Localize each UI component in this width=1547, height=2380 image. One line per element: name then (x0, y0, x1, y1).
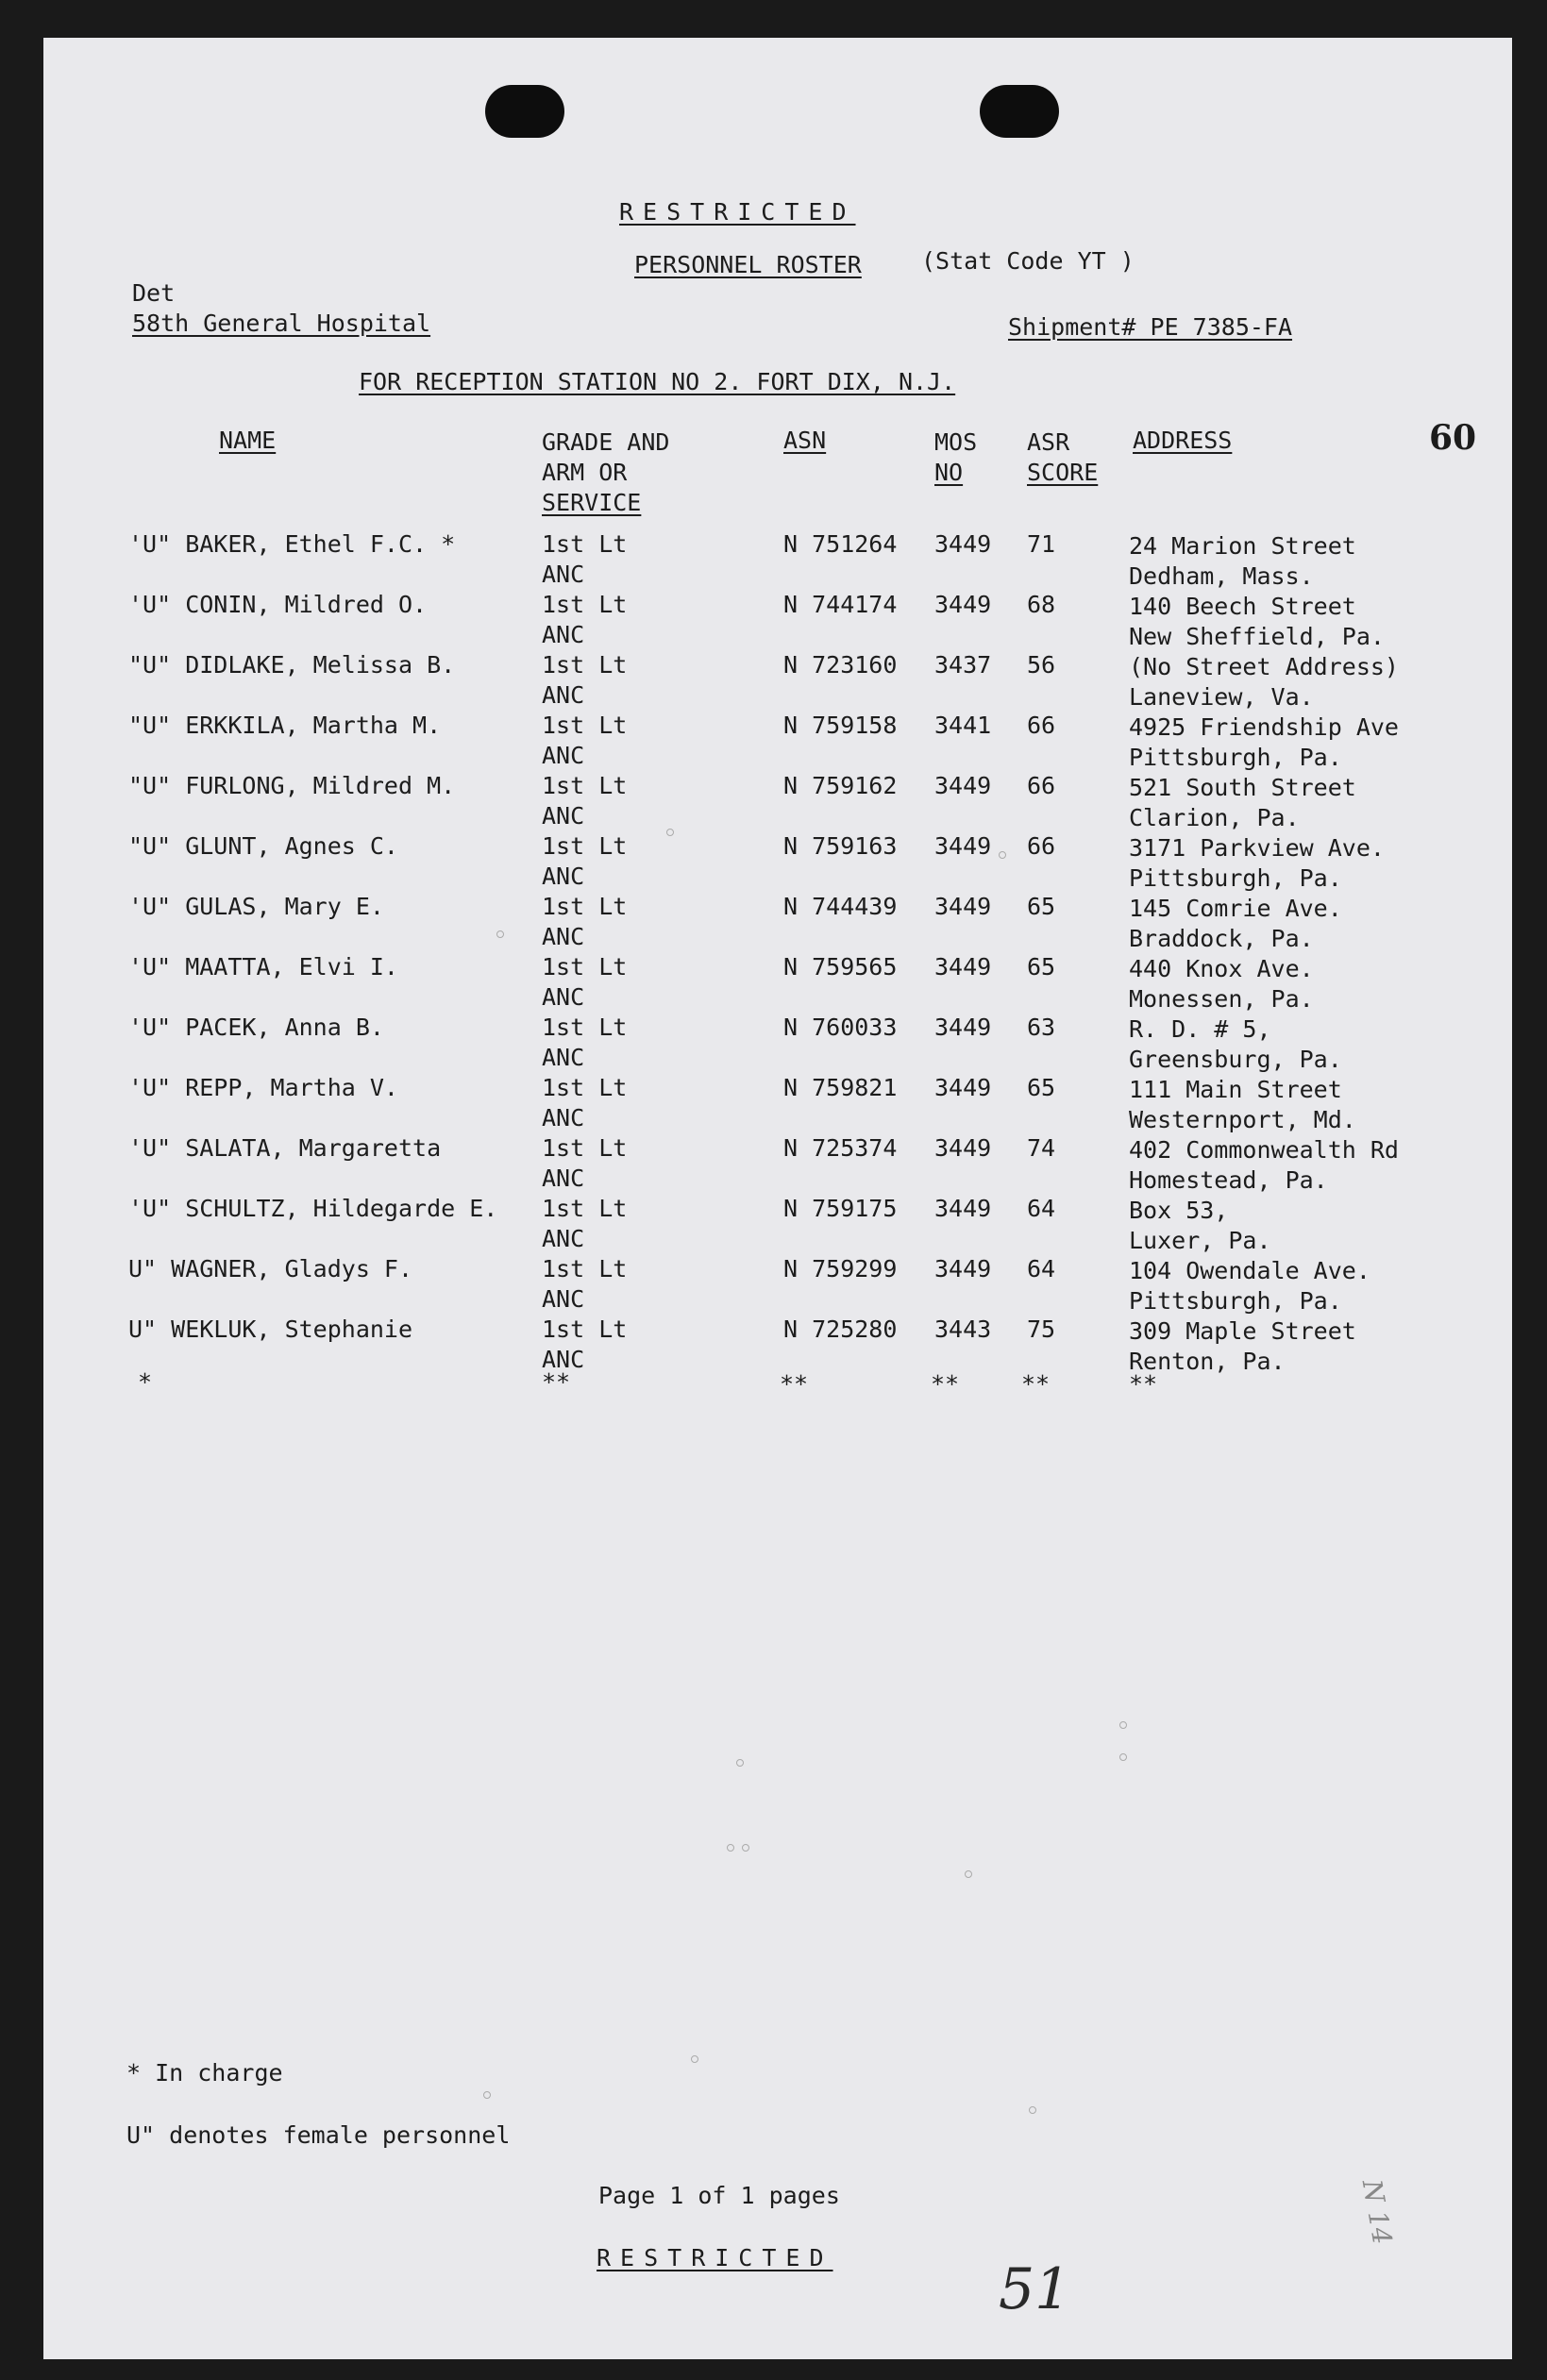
row-asn: N 725280 (783, 1316, 898, 1343)
page-count: Page 1 of 1 pages (598, 2182, 840, 2209)
row-name: 'U" SCHULTZ, Hildegarde E. (128, 1195, 498, 1222)
scan-speck (727, 1844, 734, 1852)
row-grade: 1st Lt (542, 712, 628, 739)
col-header-name: NAME (219, 427, 277, 454)
col-header-address: ADDRESS (1133, 427, 1233, 454)
row-mos: 3449 (934, 1134, 992, 1162)
row-asr: 65 (1027, 893, 1056, 920)
row-address-2: Pittsburgh, Pa. (1129, 864, 1342, 892)
table-row (0, 593, 1547, 653)
shipment-number: Shipment# PE 7385-FA (1008, 313, 1293, 341)
row-grade: 1st Lt (542, 651, 628, 679)
row-asn: N 759299 (783, 1255, 898, 1282)
row-asr: 64 (1027, 1255, 1056, 1282)
row-mos: 3449 (934, 1255, 992, 1282)
table-row (0, 774, 1547, 834)
row-asn: N 744174 (783, 591, 898, 618)
table-row (0, 532, 1547, 593)
row-grade: 1st Lt (542, 772, 628, 799)
row-asn: N 759158 (783, 712, 898, 739)
row-asr: 64 (1027, 1195, 1056, 1222)
row-asr: 66 (1027, 772, 1056, 799)
end-mark-asr: ** (1021, 1370, 1051, 1398)
row-name: "U" DIDLAKE, Melissa B. (128, 651, 456, 679)
row-mos: 3449 (934, 893, 992, 920)
restricted-header: RESTRICTED (619, 198, 856, 226)
row-service: ANC (542, 1104, 585, 1131)
table-row (0, 713, 1547, 774)
row-grade: 1st Lt (542, 953, 628, 980)
roster-title: PERSONNEL ROSTER (634, 251, 862, 278)
row-name: 'U" BAKER, Ethel F.C. * (128, 530, 456, 558)
row-service: ANC (542, 561, 585, 588)
col-header-asn: ASN (783, 427, 827, 454)
col-header-grade-2: ARM OR (542, 459, 628, 486)
table-row (0, 1015, 1547, 1076)
row-address-2: Pittsburgh, Pa. (1129, 744, 1342, 771)
scan-speck (736, 1759, 744, 1767)
row-asr: 66 (1027, 712, 1056, 739)
row-asr: 74 (1027, 1134, 1056, 1162)
row-mos: 3449 (934, 1195, 992, 1222)
row-mos: 3443 (934, 1316, 992, 1343)
row-address-2: Monessen, Pa. (1129, 985, 1314, 1013)
row-address-2: Homestead, Pa. (1129, 1166, 1328, 1194)
row-asn: N 759175 (783, 1195, 898, 1222)
row-address-2: Renton, Pa. (1129, 1348, 1286, 1375)
row-address-2: Westernport, Md. (1129, 1106, 1356, 1133)
end-mark-address: ** (1129, 1370, 1158, 1398)
row-service: ANC (542, 1165, 585, 1192)
row-address-1: R. D. # 5, (1129, 1015, 1271, 1043)
row-address-2: Dedham, Mass. (1129, 562, 1314, 590)
row-address-1: 104 Owendale Ave. (1129, 1257, 1370, 1284)
row-asn: N 759162 (783, 772, 898, 799)
row-service: ANC (542, 1285, 585, 1313)
row-service: ANC (542, 621, 585, 648)
row-address-1: 440 Knox Ave. (1129, 955, 1314, 982)
col-header-mos-1: MOS (934, 428, 978, 456)
row-service: ANC (542, 923, 585, 950)
row-name: 'U" CONIN, Mildred O. (128, 591, 428, 618)
row-asr: 63 (1027, 1014, 1056, 1041)
col-header-mos-2: NO (934, 459, 964, 486)
table-row (0, 955, 1547, 1015)
row-service: ANC (542, 742, 585, 769)
page-number-stamp: 60 (1429, 418, 1477, 458)
row-grade: 1st Lt (542, 1255, 628, 1282)
row-address-1: 4925 Friendship Ave (1129, 713, 1399, 741)
scan-speck (999, 851, 1006, 859)
row-address-2: New Sheffield, Pa. (1129, 623, 1385, 650)
stat-code: (Stat Code YT ) (921, 247, 1135, 275)
row-grade: 1st Lt (542, 530, 628, 558)
row-asr: 56 (1027, 651, 1056, 679)
row-mos: 3449 (934, 1074, 992, 1101)
row-asr: 75 (1027, 1316, 1056, 1343)
scan-speck (483, 2091, 491, 2099)
row-address-2: Braddock, Pa. (1129, 925, 1314, 952)
scan-speck (1029, 2106, 1036, 2114)
row-grade: 1st Lt (542, 1134, 628, 1162)
row-name: "U" GLUNT, Agnes C. (128, 832, 398, 860)
row-asr: 68 (1027, 591, 1056, 618)
row-address-2: Clarion, Pa. (1129, 804, 1300, 831)
row-name: "U" FURLONG, Mildred M. (128, 772, 456, 799)
row-asn: N 744439 (783, 893, 898, 920)
row-name: "U" ERKKILA, Martha M. (128, 712, 442, 739)
row-asn: N 759565 (783, 953, 898, 980)
row-address-1: 140 Beech Street (1129, 593, 1356, 620)
row-mos: 3449 (934, 953, 992, 980)
row-mos: 3449 (934, 1014, 992, 1041)
row-name: 'U" REPP, Martha V. (128, 1074, 398, 1101)
row-address-2: Luxer, Pa. (1129, 1227, 1271, 1254)
row-service: ANC (542, 1225, 585, 1252)
row-service: ANC (542, 1044, 585, 1071)
row-grade: 1st Lt (542, 1195, 628, 1222)
row-asn: N 759163 (783, 832, 898, 860)
handwritten-page-number: 51 (999, 2256, 1071, 2322)
margin-pencil-note: N 14 (1355, 2177, 1399, 2247)
scan-speck (1119, 1753, 1127, 1761)
row-address-1: 24 Marion Street (1129, 532, 1356, 560)
row-address-2: Greensburg, Pa. (1129, 1046, 1342, 1073)
row-mos: 3449 (934, 591, 992, 618)
row-address-1: 145 Comrie Ave. (1129, 895, 1342, 922)
row-name: 'U" SALATA, Margaretta (128, 1134, 442, 1162)
row-asr: 66 (1027, 832, 1056, 860)
row-address-1: (No Street Address) (1129, 653, 1399, 680)
scan-speck (742, 1844, 749, 1852)
scan-speck (1119, 1721, 1127, 1729)
row-address-2: Pittsburgh, Pa. (1129, 1287, 1342, 1315)
table-row (0, 1257, 1547, 1317)
end-mark-mos: ** (931, 1370, 960, 1398)
end-mark-name: * (138, 1368, 153, 1396)
row-asn: N 725374 (783, 1134, 898, 1162)
row-grade: 1st Lt (542, 1074, 628, 1101)
row-asr: 71 (1027, 530, 1056, 558)
row-name: 'U" GULAS, Mary E. (128, 893, 384, 920)
row-name: U" WEKLUK, Stephanie (128, 1316, 413, 1343)
row-asn: N 759821 (783, 1074, 898, 1101)
destination-line: FOR RECEPTION STATION NO 2. FORT DIX, N.J. (359, 368, 956, 395)
row-asn: N 723160 (783, 651, 898, 679)
row-grade: 1st Lt (542, 832, 628, 860)
row-mos: 3449 (934, 530, 992, 558)
row-asn: N 760033 (783, 1014, 898, 1041)
row-address-1: Box 53, (1129, 1197, 1229, 1224)
footnote-in-charge: * In charge (126, 2059, 283, 2087)
row-mos: 3449 (934, 832, 992, 860)
row-address-2: Laneview, Va. (1129, 683, 1314, 711)
row-mos: 3441 (934, 712, 992, 739)
footnote-female-personnel: U" denotes female personnel (126, 2121, 511, 2149)
row-address-1: 309 Maple Street (1129, 1317, 1356, 1345)
row-service: ANC (542, 681, 585, 709)
col-header-grade-3: SERVICE (542, 489, 642, 516)
scan-speck (496, 930, 504, 938)
row-service: ANC (542, 863, 585, 890)
table-row (0, 1136, 1547, 1197)
table-row (0, 1076, 1547, 1136)
punch-hole-left (485, 85, 564, 138)
end-mark-asn: ** (780, 1370, 809, 1398)
row-grade: 1st Lt (542, 1316, 628, 1343)
row-grade: 1st Lt (542, 893, 628, 920)
end-mark-grade: ** (542, 1368, 571, 1396)
row-address-1: 402 Commonwealth Rd (1129, 1136, 1399, 1164)
row-mos: 3437 (934, 651, 992, 679)
table-row (0, 895, 1547, 955)
row-asr: 65 (1027, 1074, 1056, 1101)
row-service: ANC (542, 983, 585, 1011)
punch-hole-right (980, 85, 1059, 138)
table-row (0, 1317, 1547, 1378)
row-name: 'U" MAATTA, Elvi I. (128, 953, 398, 980)
table-row (0, 1197, 1547, 1257)
scan-speck (666, 829, 674, 836)
row-address-1: 3171 Parkview Ave. (1129, 834, 1385, 862)
det-label: Det (132, 279, 176, 307)
scan-speck (965, 1870, 972, 1878)
table-row (0, 653, 1547, 713)
unit-name: 58th General Hospital (132, 310, 431, 337)
row-grade: 1st Lt (542, 591, 628, 618)
row-address-1: 521 South Street (1129, 774, 1356, 801)
restricted-footer: RESTRICTED (597, 2244, 833, 2271)
scan-speck (691, 2055, 698, 2063)
row-name: U" WAGNER, Gladys F. (128, 1255, 413, 1282)
row-address-1: 111 Main Street (1129, 1076, 1342, 1103)
row-service: ANC (542, 1346, 585, 1373)
row-name: 'U" PACEK, Anna B. (128, 1014, 384, 1041)
table-row (0, 834, 1547, 895)
row-mos: 3449 (934, 772, 992, 799)
row-asn: N 751264 (783, 530, 898, 558)
row-service: ANC (542, 802, 585, 830)
col-header-grade-1: GRADE AND (542, 428, 670, 456)
col-header-asr-2: SCORE (1027, 459, 1099, 486)
col-header-asr-1: ASR (1027, 428, 1070, 456)
row-grade: 1st Lt (542, 1014, 628, 1041)
row-asr: 65 (1027, 953, 1056, 980)
